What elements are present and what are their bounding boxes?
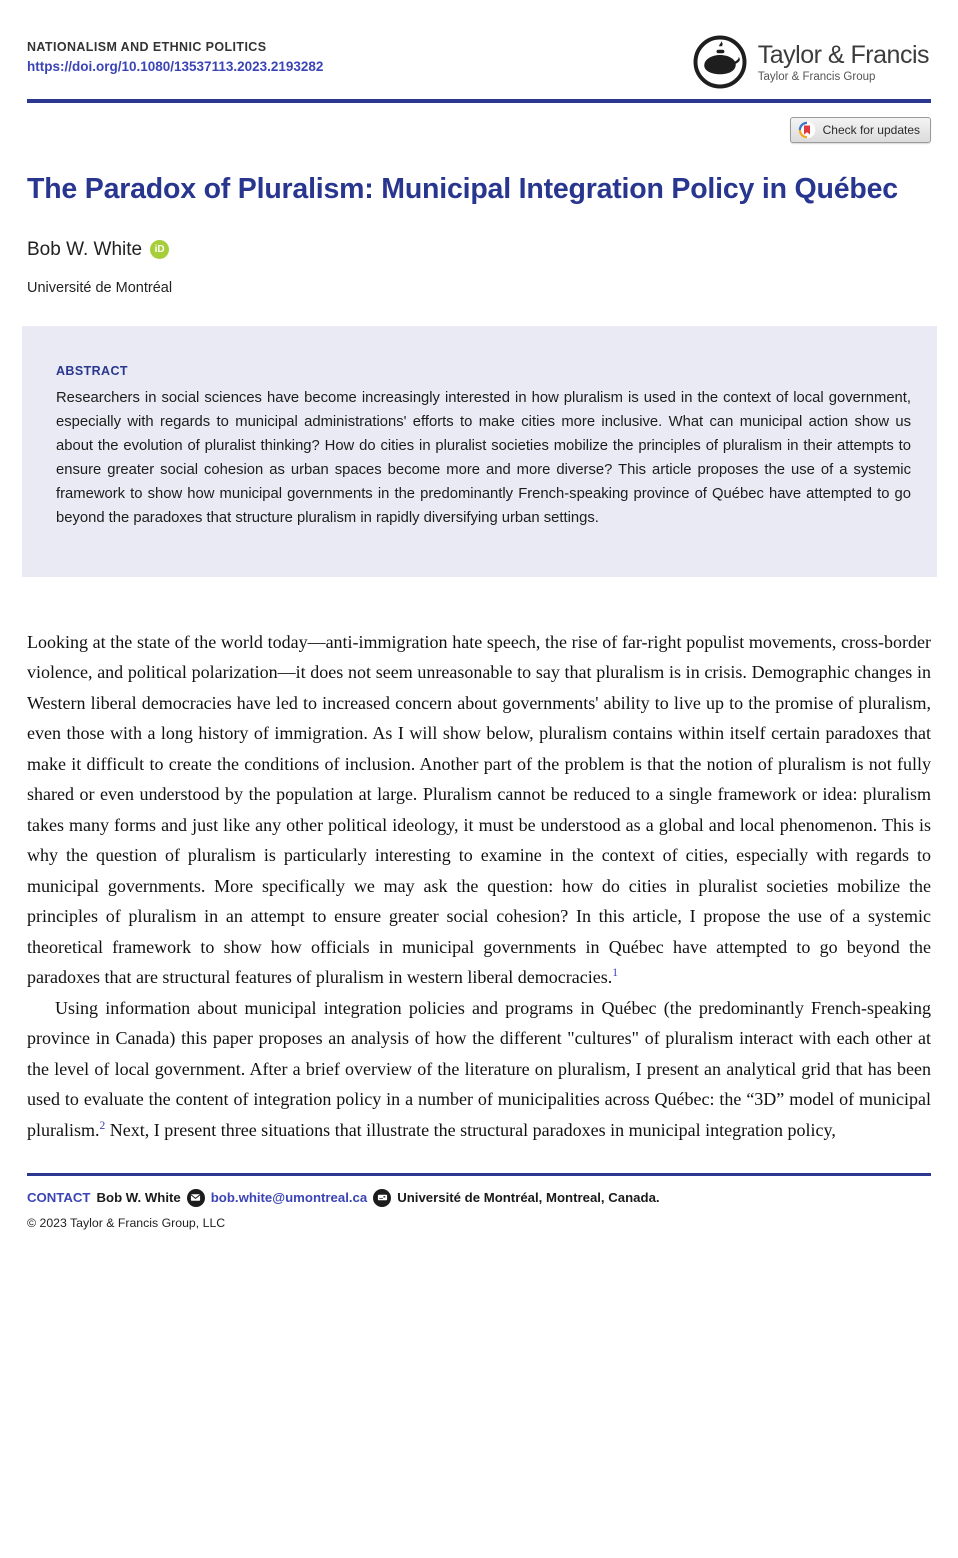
abstract-heading: ABSTRACT xyxy=(56,363,128,378)
author-affiliation: Université de Montréal xyxy=(27,279,173,296)
abstract-box xyxy=(22,326,937,577)
check-for-updates-label: Check for updates xyxy=(822,123,920,137)
page-footer xyxy=(27,1173,931,1230)
contact-label: CONTACT xyxy=(27,1190,91,1206)
doi-link[interactable]: https://doi.org/10.1080/13537113.2023.2193282 xyxy=(27,59,324,74)
page-header xyxy=(27,34,931,90)
article-title: The Paradox of Pluralism: Municipal Integration Policy in Québec xyxy=(27,173,898,205)
contact-author-name: Bob W. White xyxy=(96,1190,181,1206)
badge-row xyxy=(27,117,931,143)
contact-email-link[interactable]: bob.white@umontreal.ca xyxy=(210,1190,368,1206)
envelope-icon xyxy=(187,1189,205,1207)
contact-affiliation: Université de Montréal, Montreal, Canada. xyxy=(397,1190,660,1206)
orcid-icon[interactable]: iD xyxy=(150,240,169,259)
paragraph-text: Looking at the state of the world today—anti-immigration hate speech, the rise of far-right populist movements, cross-border violence, and political polarization—it does not seem unreasonable to say that pluralism is in crisis. Demographic changes in Western liberal democracies have led to increased concern about governments' ability to live up to the promise of pluralism, even those with a long history of immigration. As I will show below, pluralism contains within itself certain paradoxes that make it difficult to create the conditions of inclusion. Another part of the problem is that the notion of pluralism is not fully shared or even understood by the population at large. Pluralism cannot be reduced to a single framework or idea: pluralism takes many forms and just like any other political ideology, it must be understood as a global and local phenomenon. This is why the question of pluralism is particularly interesting to examine in the context of cities, especially with regards to municipal governments. More specifically we may ask the question: how do cities in pluralist societies mobilize the principles of pluralism in an attempt to ensure greater social cohesion? In this article, I propose the use of a systemic theoretical framework to show how officials in municipal governments in Québec have attempted to go beyond the paradoxes that are structural features of pluralism in western liberal democracies. xyxy=(27,631,931,988)
check-for-updates-button[interactable] xyxy=(790,117,931,143)
journal-block xyxy=(27,34,323,76)
copyright-line: © 2023 Taylor & Francis Group, LLC xyxy=(27,1215,226,1230)
body-paragraph-1 xyxy=(27,627,931,993)
publisher-logo xyxy=(692,34,931,90)
publisher-group: Taylor & Francis Group xyxy=(757,71,876,83)
header-divider xyxy=(27,99,931,103)
body-paragraph-2 xyxy=(27,993,931,1146)
author-name: Bob W. White xyxy=(27,238,143,260)
footer-divider xyxy=(27,1173,931,1176)
article-body xyxy=(27,627,931,1146)
contact-line xyxy=(27,1189,931,1207)
paragraph-text: Next, I present three situations that illustrate the structural paradoxes in municipal integration policy, xyxy=(105,1119,836,1140)
postcard-icon xyxy=(373,1189,391,1207)
author-row xyxy=(27,239,931,261)
publisher-name: Taylor & Francis xyxy=(757,41,929,69)
crossmark-icon xyxy=(798,121,816,139)
footnote-ref-1[interactable]: 1 xyxy=(612,967,619,980)
footnote-ref-2[interactable]: 2 xyxy=(99,1119,106,1132)
abstract-text: Researchers in social sciences have become increasingly interested in how pluralism is used in the context of local government, especially with regards to municipal administrations' efforts to make cities more inclusive. What can municipal action show us about the evolution of pluralist thinking? How do cities in pluralist societies mobilize the principles of pluralism in their attempts to ensure greater social cohesion as urban spaces become more and more diverse? This article proposes the use of a systemic framework to show how municipal governments in the predominantly French-speaking province of Québec have attempted to go beyond the paradoxes that structure pluralism in rapidly diversifying urban settings. xyxy=(56,389,911,526)
taylor-francis-lamp-icon xyxy=(692,34,748,90)
publisher-wordmark xyxy=(758,41,929,83)
journal-title: NATIONALISM AND ETHNIC POLITICS xyxy=(27,40,267,54)
paragraph-text: Using information about municipal integration policies and programs in Québec (the predominantly French-speaking province in Canada) this paper proposes an analysis of how the different "cultures" of pluralism interact with each other at the level of local government. After a brief overview of the literature on pluralism, I present an analytical grid that has been used to evaluate the content of integration policy in a number of municipalities across Québec: the “3D” model of municipal pluralism. xyxy=(27,997,931,1140)
